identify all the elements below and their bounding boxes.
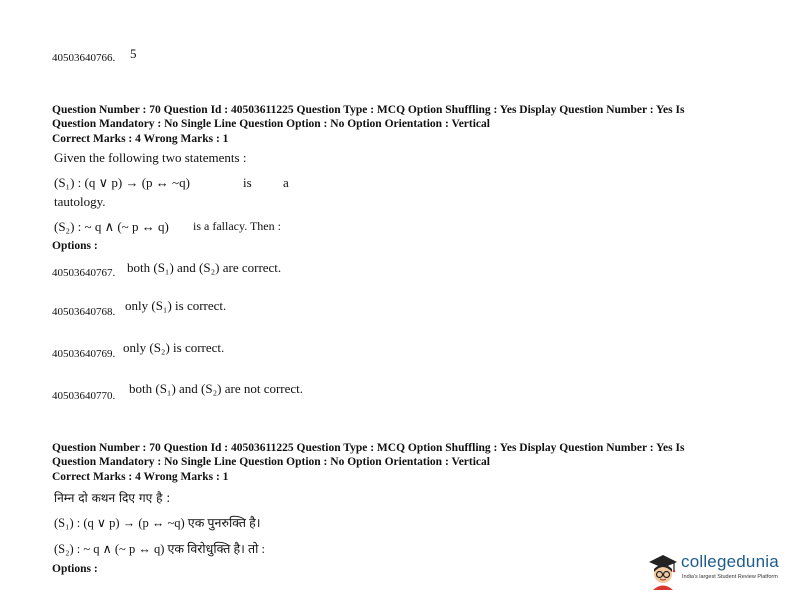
option-text: only (S₂) is correct. — [123, 340, 225, 355]
question-header-line1: Question Number : 70 Question Id : 40503611225 Question Type : MCQ Option Shuffling : Yes Display Question Number : Yes Is — [52, 104, 685, 116]
statement-s1: (S₁) : (q ∨ p) → (p ↔ ~q) एक पुनरुक्ति है। — [54, 516, 261, 530]
options-label: Options : — [52, 240, 98, 252]
statement-s2: (S₂) : ~ q ∧ (~ p ↔ q) एक विरोधुक्ति है। तो : — [54, 542, 265, 556]
question-intro: Given the following two statements : — [54, 150, 247, 165]
student-mascot-icon — [645, 550, 681, 590]
option-id: 40503640770. — [52, 390, 116, 402]
options-label: Options : — [52, 563, 98, 575]
statement-s1-a: a — [283, 175, 289, 190]
question-header-line2: Question Mandatory : No Single Line Question Option : No Option Orientation : Vertical — [52, 456, 490, 468]
option-text: 5 — [130, 46, 137, 61]
statement-s1-is: is — [243, 175, 252, 190]
option-text: only (S₁) is correct. — [125, 298, 227, 313]
option-text: both (S₁) and (S₂) are not correct. — [129, 381, 304, 396]
question-header-line1: Question Number : 70 Question Id : 40503611225 Question Type : MCQ Option Shuffling : Yes Display Question Number : Yes Is — [52, 442, 685, 454]
brand-tagline: India's largest Student Review Platform — [682, 574, 778, 580]
question-marks: Correct Marks : 4 Wrong Marks : 1 — [52, 133, 229, 145]
option-id: 40503640766. — [52, 52, 116, 64]
brand-logo — [645, 550, 785, 590]
statement-s2: (S₂) : ~ q ∧ (~ p ↔ q) — [54, 219, 169, 234]
statement-s1-continuation: tautology. — [54, 194, 106, 209]
question-intro: निम्न दो कथन दिए गए है : — [54, 491, 171, 505]
option-text: both (S₁) and (S₂) are correct. — [127, 260, 282, 275]
statement-s1: (S₁) : (q ∨ p) → (p ↔ ~q) — [54, 175, 190, 190]
option-id: 40503640768. — [52, 306, 116, 318]
statement-s2-rest: is a fallacy. Then : — [193, 219, 281, 233]
option-id: 40503640767. — [52, 267, 116, 279]
question-header-line2: Question Mandatory : No Single Line Question Option : No Option Orientation : Vertical — [52, 118, 490, 130]
option-id: 40503640769. — [52, 348, 116, 360]
brand-name: collegedunia — [681, 552, 779, 571]
question-marks: Correct Marks : 4 Wrong Marks : 1 — [52, 471, 229, 483]
